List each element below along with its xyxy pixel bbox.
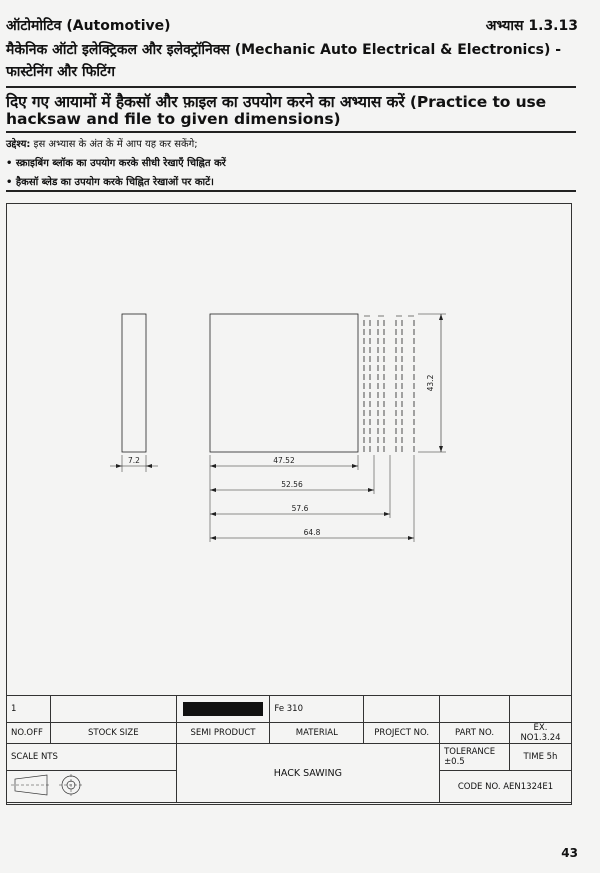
objective-item: • स्क्राइबिंग ब्लॉक का उपयोग करके सीधी रेखाएँ चिह्नित करें [6, 158, 226, 169]
tolerance-cell: TOLERANCE ±0.5 [440, 744, 510, 771]
exercise-title-line1: दिए गए आयामों में हैकसॉ और फ़ाइल का उपयोग करने का अभ्यास करें (Practice to use [6, 93, 547, 111]
objectives-label: उद्देश्य: [6, 139, 31, 150]
dim-label-height: 43.2 [426, 374, 435, 392]
material-value: Fe 310 [270, 696, 364, 723]
module-subheading: फास्टेनिंग और फिटिंग [6, 64, 115, 80]
redaction-box [183, 702, 264, 716]
header-material: MATERIAL [270, 723, 364, 744]
part-no-value [440, 696, 510, 723]
semi-product-value [176, 696, 270, 723]
cut-lines [364, 320, 414, 452]
title-block [6, 695, 572, 803]
dim-label-length: 47.52 [273, 456, 295, 465]
header-semi-product: SEMI PRODUCT [176, 723, 270, 744]
header-no-off: NO.OFF [7, 723, 51, 744]
objectives-intro-text: इस अभ्यास के अंत के में आप यह कर सकेंगे; [30, 139, 198, 150]
objective-item: • हैकसॉ ब्लेड का उपयोग करके चिह्नित रेखाओं पर काटें। [6, 177, 214, 188]
code-cell: CODE NO. AEN1324E1 [440, 771, 572, 803]
exercise-number: अभ्यास 1.3.13 [485, 18, 578, 34]
header-ex-no: EX. NO1.3.24 [510, 723, 572, 744]
first-angle-projection-icon [9, 773, 89, 797]
project-no-value [364, 696, 440, 723]
stock-size-value [50, 696, 176, 723]
dimension-arrows [116, 314, 443, 540]
dim-label-side-width: 7.2 [128, 456, 140, 465]
trade-heading: ऑटोमोटिव (Automotive) [6, 18, 171, 34]
header-project-no: PROJECT NO. [364, 723, 440, 744]
header-stock-size: STOCK SIZE [50, 723, 176, 744]
dimension-lines [110, 314, 441, 538]
no-off-value: 1 [7, 696, 51, 723]
dim-label-length: 57.6 [291, 504, 309, 513]
projection-symbol-cell [7, 771, 177, 803]
ex-no-value [510, 696, 572, 723]
front-view-outline [210, 314, 358, 452]
scale-cell: SCALE NTS [7, 744, 177, 771]
header-part-no: PART NO. [440, 723, 510, 744]
dim-label-length: 64.8 [303, 528, 321, 537]
side-view-outline [122, 314, 146, 452]
module-heading: मैकेनिक ऑटो इलेक्ट्रिकल और इलेक्ट्रॉनिक्स (Mechanic Auto Electrical & Electronics) - [6, 42, 562, 58]
job-title-cell: HACK SAWING [176, 744, 439, 803]
time-cell: TIME 5h [510, 744, 572, 771]
page-number: 43 [561, 846, 578, 860]
exercise-title-line2: hacksaw and file to given dimensions) [6, 110, 341, 128]
dim-label-length: 52.56 [281, 480, 303, 489]
extension-lines [122, 314, 446, 542]
